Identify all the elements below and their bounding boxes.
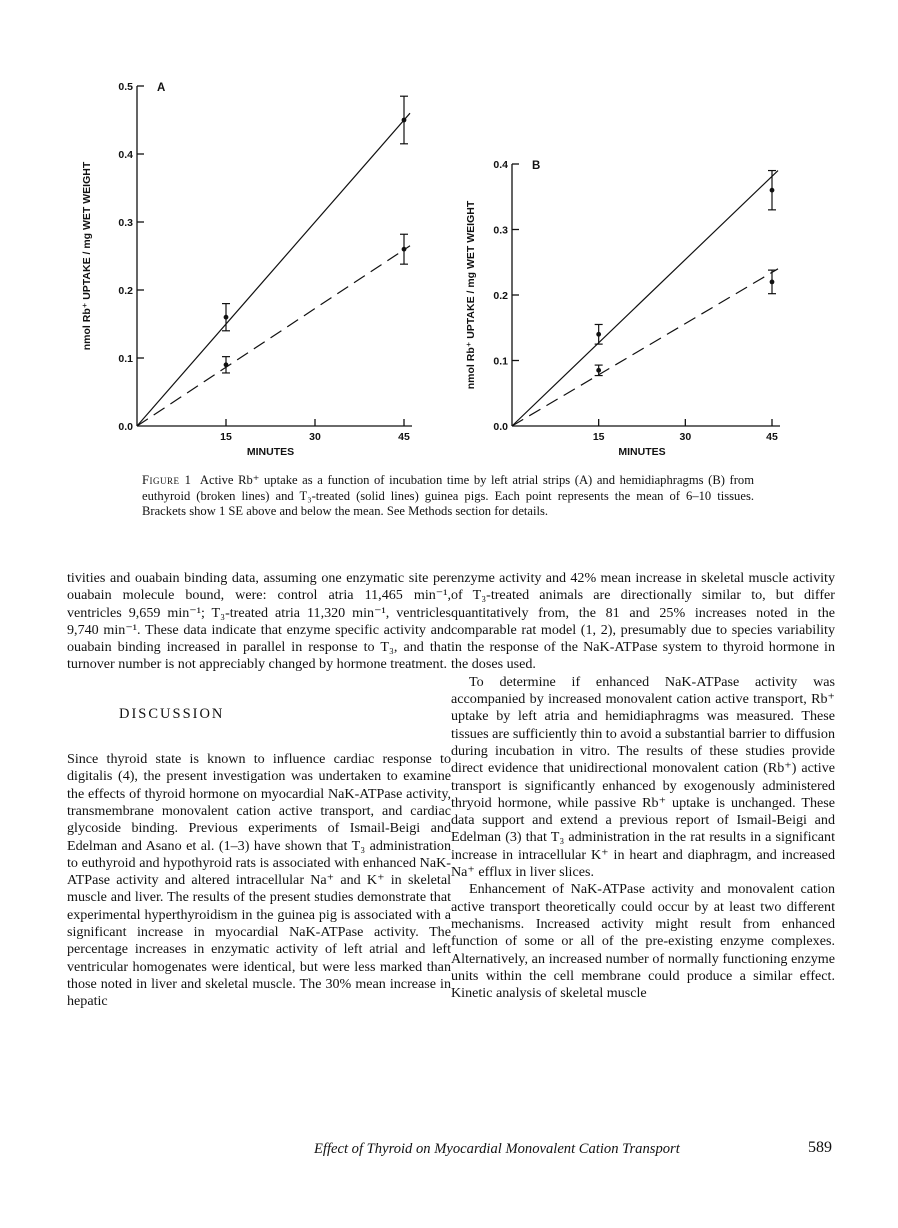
y-tick-label: 0.3: [493, 224, 508, 237]
t3-treated-solid-line: [512, 171, 778, 426]
y-tick-label: 0.1: [118, 353, 133, 365]
right-paragraph-1: enzyme activity and 42% mean increase in skeletal muscle activity of T₃-treated animals are directionally similar to, but differ quantitatively from, the 81 and 25% increases noted in the comparable rat model (1, 2), presumably due to species variability in the response of the NaK-ATPase system to thyroid hormone in the doses used.: [451, 570, 835, 673]
y-tick-label: 0.4: [118, 149, 133, 161]
section-heading-discussion: DISCUSSION: [119, 705, 225, 722]
x-tick-label: 30: [309, 431, 321, 443]
t3-treated-solid-line: [137, 113, 410, 426]
data-point: [770, 280, 775, 285]
y-tick-label: 0.2: [493, 290, 508, 302]
running-title: Effect of Thyroid on Myocardial Monovalent Cation Transport: [314, 1141, 680, 1157]
figure-1: [0, 60, 898, 470]
right-paragraph-2: To determine if enhanced NaK-ATPase activity was accompanied by increased monovalent cation active transport, Rb⁺ uptake by left atria and hemidiaphragms was measured. These tissues are sufficiently thin to avoid a substantial barrier to diffusion during incubation in vitro. The results of these studies provide direct evidence that unidirectional monovalent cation (Rb⁺) active transport is significantly enhanced by exogenously administered thryoid hormone, while passive Rb⁺ uptake is unchanged. These data support and extend a previous report of Ismail-Beigi and Edelman (3) that T₃ administration in the rat results in a significant increase in intracellular K⁺ in heart and diaphragm, and increased Na⁺ efflux in liver slices.: [451, 673, 835, 881]
x-tick-label: 45: [766, 431, 778, 443]
data-point: [770, 188, 775, 193]
y-tick-label: 0.1: [493, 355, 508, 368]
data-point: [402, 118, 407, 123]
x-tick-label: 45: [398, 431, 410, 443]
x-tick-label: 30: [679, 431, 692, 443]
y-tick-label: 0.4: [493, 159, 508, 171]
y-tick-label: 0.0: [118, 421, 133, 433]
euthyroid-dashed-line: [512, 269, 778, 426]
y-tick-label: 0.5: [118, 81, 133, 93]
y-tick-label: 0.0: [493, 421, 508, 433]
y-axis-label: nmol Rb⁺ UPTAKE / mg WET WEIGHT: [81, 161, 93, 351]
panel-label: A: [157, 82, 166, 94]
data-point: [224, 362, 229, 367]
left-paragraph-1: tivities and ouabain binding data, assuming one enzymatic site per ouabain molecule bound, were: control atria 11,465 min⁻¹, ventricles 9,659 min⁻¹; T₃-treated atria 11,320 min⁻¹, ventricles 9,740 min⁻¹. These data indicate that enzyme specific activity and ouabain binding increased in parallel in response to T₃, and that turnover number is not appreciably changed by hormone treatment.: [67, 570, 451, 673]
x-axis-label: MINUTES: [246, 446, 295, 458]
y-tick-label: 0.3: [118, 217, 133, 229]
x-axis-label: MINUTES: [618, 446, 666, 458]
euthyroid-dashed-line: [137, 246, 410, 426]
figure-caption: [142, 473, 754, 520]
left-paragraph-2: Since thyroid state is known to influence cardiac response to digitalis (4), the present investigation was undertaken to examine the effects of thyroid hormone on myocardial NaK-ATPase activity, transmembrane monovalent cation active transport, and cardiac glycoside binding. Previous experiments of Ismail-Beigi and Edelman and Asano et al. (1–3) have shown that T₃ administration to euthyroid and hypothyroid rats is associated with enhanced NaK-ATPase activity and altered intracellular Na⁺ and K⁺ in skeletal muscle and liver. The results of the present studies demonstrate that experimental hyperthyroidism in the guinea pig is associated with a significant increase in myocardial NaK-ATPase activity. The percentage increases in enzymatic activity of left atrial and left ventricular homogenates were identical, but were less marked than those noted in liver and skeletal muscle. The 30% mean increase in hepatic: [67, 751, 451, 1010]
x-tick-label: 15: [592, 431, 605, 443]
right-paragraph-3: Enhancement of NaK-ATPase activity and monovalent cation active transport theoretically could occur by at least two different mechanisms. Increased activity might result from enhanced function of some or all of the pre-existing enzyme complexes. Alternatively, an increased number of normally functioning enzyme units within the cell membrane could produce a similar effect. Kinetic analysis of skeletal muscle: [451, 881, 835, 1002]
left-column: [67, 570, 451, 1011]
data-point: [224, 315, 229, 320]
right-column: [451, 570, 835, 1002]
y-tick-label: 0.2: [118, 285, 133, 297]
data-point: [402, 247, 407, 252]
y-axis-label: nmol Rb⁺ UPTAKE / mg WET WEIGHT: [465, 200, 477, 390]
data-point: [596, 332, 601, 337]
chart-panel-b: [465, 159, 780, 458]
data-point: [596, 368, 601, 373]
caption-label: Figure 1: [142, 473, 192, 487]
chart-panel-a: [81, 81, 412, 458]
panel-label: B: [532, 160, 541, 172]
x-tick-label: 15: [220, 431, 232, 443]
caption-text: Active Rb⁺ uptake as a function of incubation time by left atrial strips (A) and hemidiaphragms (B) from euthyroid (broken lines) and T₃-treated (solid lines) guinea pigs. Each point represents the mean of 6–10 tissues. Brackets show 1 SE above and below the mean. See Methods section for details.: [142, 473, 755, 518]
page-number: 589: [808, 1139, 832, 1156]
